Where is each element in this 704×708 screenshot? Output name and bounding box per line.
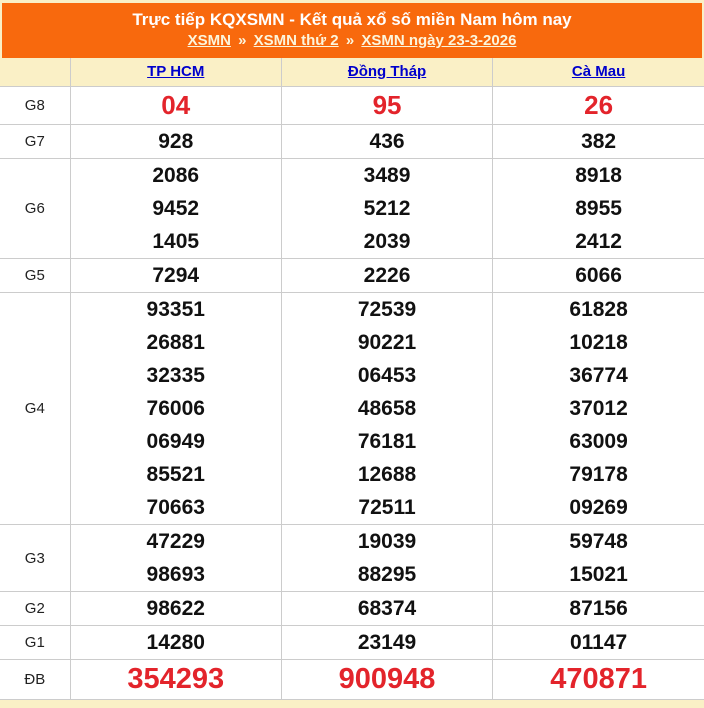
prize-number: 14280 — [146, 631, 205, 654]
prize-label: ĐB — [0, 660, 70, 700]
prize-label: G2 — [0, 592, 70, 626]
column-header-ca-mau — [493, 58, 704, 87]
prize-label: G1 — [0, 626, 70, 660]
table-header-row — [0, 58, 704, 87]
breadcrumb-link-xsmn[interactable]: XSMN — [187, 32, 231, 49]
prize-number: 2039 — [363, 230, 411, 253]
prize-number: 26 — [584, 90, 614, 120]
prize-number: 3489 — [363, 164, 411, 187]
prize-number: 06453 — [357, 364, 417, 387]
page-header — [2, 3, 702, 58]
prize-number: 6066 — [575, 264, 622, 287]
prize-number: 470871 — [550, 663, 647, 695]
prize-number: 63009 — [569, 430, 628, 453]
prize-number: 06949 — [146, 430, 205, 453]
prize-number: 12688 — [357, 463, 417, 486]
table-cell — [70, 525, 281, 592]
prize-number: 98622 — [146, 597, 205, 620]
table-row-g5 — [0, 259, 704, 293]
table-row-db — [0, 660, 704, 700]
prize-number: 8955 — [575, 197, 622, 220]
prize-number: 382 — [581, 130, 617, 153]
prize-label: G8 — [0, 87, 70, 125]
table-cell — [493, 125, 704, 159]
table-row-g6 — [0, 159, 704, 259]
column-link-ca-mau[interactable]: Cà Mau — [571, 63, 626, 80]
corner-cell — [0, 58, 70, 87]
breadcrumb-separator: » — [345, 32, 355, 49]
prize-number: 61828 — [569, 298, 628, 321]
prize-number: 5212 — [363, 197, 411, 220]
prize-label: G6 — [0, 159, 70, 259]
table-row-g2 — [0, 592, 704, 626]
prize-number: 04 — [161, 90, 191, 120]
prize-number: 79178 — [569, 463, 628, 486]
breadcrumb-link-xsmn-ngay[interactable]: XSMN ngày 23-3-2026 — [361, 32, 517, 49]
table-cell — [493, 660, 704, 700]
table-row-g7 — [0, 125, 704, 159]
table-cell — [493, 87, 704, 125]
prize-number: 36774 — [569, 364, 628, 387]
prize-number: 1405 — [152, 230, 200, 253]
prize-number: 72539 — [357, 298, 417, 321]
prize-number: 87156 — [569, 597, 628, 620]
prize-number: 928 — [158, 130, 194, 153]
prize-number: 95 — [372, 90, 402, 120]
prize-number: 900948 — [338, 663, 436, 695]
prize-number: 7294 — [152, 264, 200, 287]
prize-number: 09269 — [569, 496, 628, 519]
prize-number: 10218 — [569, 331, 628, 354]
table-cell — [493, 626, 704, 660]
prize-number: 37012 — [569, 397, 628, 420]
breadcrumb — [2, 32, 702, 50]
table-cell — [493, 159, 704, 259]
prize-number: 47229 — [146, 530, 205, 553]
table-cell — [493, 293, 704, 525]
prize-number: 436 — [369, 130, 405, 153]
column-link-dong-thap[interactable]: Đồng Tháp — [347, 63, 427, 80]
prize-number: 2412 — [575, 230, 622, 253]
prize-number: 59748 — [569, 530, 628, 553]
table-cell — [70, 293, 281, 525]
prize-number: 19039 — [357, 530, 417, 553]
prize-number: 26881 — [146, 331, 205, 354]
column-link-tp-hcm[interactable]: TP HCM — [147, 63, 205, 80]
table-cell — [281, 259, 492, 293]
table-row-g8 — [0, 87, 704, 125]
table-cell — [70, 159, 281, 259]
prize-number: 354293 — [127, 663, 225, 695]
table-cell — [493, 259, 704, 293]
table-cell — [70, 259, 281, 293]
table-cell — [70, 87, 281, 125]
table-cell — [281, 525, 492, 592]
breadcrumb-separator: » — [238, 32, 247, 49]
prize-number: 48658 — [357, 397, 417, 420]
column-header-tp-hcm — [70, 58, 281, 87]
prize-number: 85521 — [146, 463, 205, 486]
results-table — [0, 58, 704, 700]
prize-number: 9452 — [152, 197, 200, 220]
prize-label: G4 — [0, 293, 70, 525]
prize-number: 2086 — [152, 164, 200, 187]
prize-label: G3 — [0, 525, 70, 592]
table-cell — [70, 626, 281, 660]
table-row-g4 — [0, 293, 704, 525]
prize-number: 76006 — [146, 397, 205, 420]
table-cell — [493, 592, 704, 626]
table-cell — [281, 592, 492, 626]
prize-number: 01147 — [569, 631, 628, 654]
table-row-g3 — [0, 525, 704, 592]
prize-number: 15021 — [569, 563, 628, 586]
prize-number: 76181 — [357, 430, 417, 453]
prize-number: 90221 — [357, 331, 417, 354]
table-cell — [281, 125, 492, 159]
prize-number: 88295 — [357, 563, 417, 586]
table-cell — [281, 87, 492, 125]
table-cell — [493, 525, 704, 592]
table-row-g1 — [0, 626, 704, 660]
table-cell — [70, 592, 281, 626]
table-cell — [281, 159, 492, 259]
table-cell — [70, 660, 281, 700]
prize-number: 98693 — [146, 563, 205, 586]
prize-number: 68374 — [357, 597, 417, 620]
table-cell — [70, 125, 281, 159]
table-cell — [281, 626, 492, 660]
prize-label: G7 — [0, 125, 70, 159]
prize-number: 23149 — [357, 631, 417, 654]
prize-number: 32335 — [146, 364, 205, 387]
page-title: Trực tiếp KQXSMN - Kết quả xổ số miền Nam hôm nay — [132, 10, 572, 29]
prize-number: 93351 — [146, 298, 205, 321]
prize-number: 2226 — [363, 264, 411, 287]
breadcrumb-link-xsmn-thu-2[interactable]: XSMN thứ 2 — [253, 32, 339, 49]
table-cell — [281, 660, 492, 700]
prize-label: G5 — [0, 259, 70, 293]
prize-number: 72511 — [358, 496, 416, 519]
table-cell — [281, 293, 492, 525]
prize-number: 70663 — [146, 496, 205, 519]
prize-number: 8918 — [575, 164, 622, 187]
column-header-dong-thap — [281, 58, 492, 87]
